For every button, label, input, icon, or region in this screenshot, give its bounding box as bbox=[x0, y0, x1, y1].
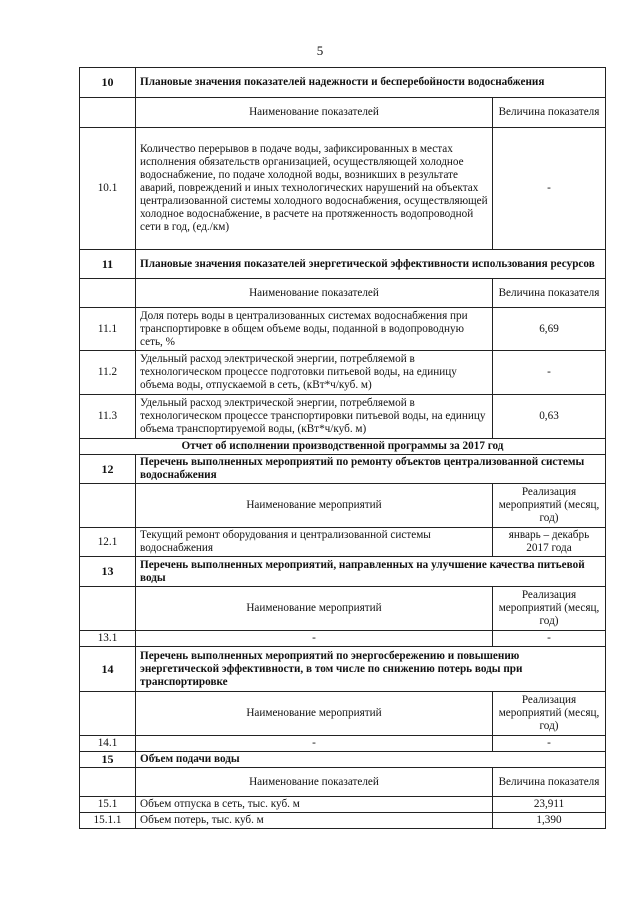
row-value: - bbox=[492, 128, 605, 250]
table-row-data bbox=[80, 351, 606, 395]
row-value: - bbox=[492, 351, 605, 395]
table-row-colhead bbox=[80, 768, 606, 797]
column-header-value: Величина показателя bbox=[492, 768, 605, 797]
row-value: январь – декабрь 2017 года bbox=[492, 528, 605, 557]
row-text: Доля потерь воды в централизованных системах водоснабжения при транспортировке в общем объеме воды, поданной в водопроводную сеть, % bbox=[136, 308, 493, 351]
section-title: Объем подачи воды bbox=[136, 752, 606, 768]
section-number: 14 bbox=[80, 647, 136, 692]
table-row-colhead bbox=[80, 587, 606, 631]
table-row-colhead bbox=[80, 484, 606, 528]
empty-cell bbox=[80, 484, 136, 528]
column-header-name: Наименование мероприятий bbox=[136, 692, 493, 736]
column-header-value: Величина показателя bbox=[492, 98, 605, 128]
row-text: Объем отпуска в сеть, тыс. куб. м bbox=[136, 797, 493, 813]
column-header-value: Реализация мероприятий (месяц, год) bbox=[492, 692, 605, 736]
section-number: 10 bbox=[80, 68, 136, 98]
table-row-section bbox=[80, 557, 606, 587]
section-number: 11 bbox=[80, 250, 136, 279]
empty-cell bbox=[80, 98, 136, 128]
table-row-colhead bbox=[80, 98, 606, 128]
column-header-value: Величина показателя bbox=[492, 279, 605, 308]
row-value: 6,69 bbox=[492, 308, 605, 351]
section-title: Перечень выполненных мероприятий по энергосбережению и повышению энергетической эффективности, в том числе по снижению потерь воды при транспортировке bbox=[136, 647, 606, 692]
indicators-table bbox=[79, 67, 606, 829]
table-row-section bbox=[80, 250, 606, 279]
empty-cell bbox=[80, 279, 136, 308]
table-row-data bbox=[80, 308, 606, 351]
empty-cell bbox=[80, 768, 136, 797]
table-row-data bbox=[80, 813, 606, 829]
row-number: 12.1 bbox=[80, 528, 136, 557]
row-value: 1,390 bbox=[492, 813, 605, 829]
table-row-section bbox=[80, 647, 606, 692]
row-number: 13.1 bbox=[80, 631, 136, 647]
section-title: Плановые значения показателей энергетической эффективности использования ресурсов bbox=[136, 250, 606, 279]
indicators-table-body bbox=[80, 68, 606, 829]
row-number: 11.1 bbox=[80, 308, 136, 351]
column-header-value: Реализация мероприятий (месяц, год) bbox=[492, 587, 605, 631]
table-row-section bbox=[80, 752, 606, 768]
page-number: 5 bbox=[316, 43, 324, 58]
table-row-section bbox=[80, 68, 606, 98]
table-row-data bbox=[80, 736, 606, 752]
row-text: Текущий ремонт оборудования и централизованной системы водоснабжения bbox=[136, 528, 493, 557]
column-header-value: Реализация мероприятий (месяц, год) bbox=[492, 484, 605, 528]
row-number: 10.1 bbox=[80, 128, 136, 250]
table-row-colhead bbox=[80, 279, 606, 308]
section-number: 13 bbox=[80, 557, 136, 587]
table-row-data bbox=[80, 797, 606, 813]
column-header-name: Наименование показателей bbox=[136, 768, 493, 797]
row-number: 15.1 bbox=[80, 797, 136, 813]
report-heading: Отчет об исполнении производственной программы за 2017 год bbox=[80, 439, 606, 455]
table-row-data bbox=[80, 528, 606, 557]
row-text: Количество перерывов в подаче воды, зафиксированных в местах исполнения обязательств организацией, осуществляющей холодное водоснабжение, по подаче холодной воды, возникших в результате аварий, повреждений и иных технологических нарушений на объектах централизованной системы холодного водоснабжения, осуществляющей холодное водоснабжение, в расчете на протяженность водопроводной сети в год, (ед./км) bbox=[136, 128, 493, 250]
table-row-report bbox=[80, 439, 606, 455]
section-title: Перечень выполненных мероприятий по ремонту объектов централизованной системы водоснабжения bbox=[136, 455, 606, 484]
row-number: 11.3 bbox=[80, 395, 136, 439]
table-row-colhead bbox=[80, 692, 606, 736]
table-row-section bbox=[80, 455, 606, 484]
column-header-name: Наименование мероприятий bbox=[136, 587, 493, 631]
row-text: Удельный расход электрической энергии, потребляемой в технологическом процессе транспортировки питьевой воды, на единицу объема транспортируемой воды, (кВт*ч/куб. м) bbox=[136, 395, 493, 439]
column-header-name: Наименование показателей bbox=[136, 98, 493, 128]
section-number: 12 bbox=[80, 455, 136, 484]
row-value: - bbox=[492, 631, 605, 647]
row-text: - bbox=[136, 631, 493, 647]
row-text: Удельный расход электрической энергии, потребляемой в технологическом процессе подготовки питьевой воды, на единицу объема воды, отпускаемой в сеть, (кВт*ч/куб. м) bbox=[136, 351, 493, 395]
row-number: 14.1 bbox=[80, 736, 136, 752]
section-number: 15 bbox=[80, 752, 136, 768]
table-row-data bbox=[80, 631, 606, 647]
row-value: 0,63 bbox=[492, 395, 605, 439]
row-number: 11.2 bbox=[80, 351, 136, 395]
section-title: Плановые значения показателей надежности и бесперебойности водоснабжения bbox=[136, 68, 606, 98]
row-number: 15.1.1 bbox=[80, 813, 136, 829]
column-header-name: Наименование мероприятий bbox=[136, 484, 493, 528]
row-text: - bbox=[136, 736, 493, 752]
row-text: Объем потерь, тыс. куб. м bbox=[136, 813, 493, 829]
row-value: 23,911 bbox=[492, 797, 605, 813]
column-header-name: Наименование показателей bbox=[136, 279, 493, 308]
empty-cell bbox=[80, 587, 136, 631]
empty-cell bbox=[80, 692, 136, 736]
section-title: Перечень выполненных мероприятий, направленных на улучшение качества питьевой воды bbox=[136, 557, 606, 587]
table-row-data bbox=[80, 395, 606, 439]
table-row-data bbox=[80, 128, 606, 250]
row-value: - bbox=[492, 736, 605, 752]
